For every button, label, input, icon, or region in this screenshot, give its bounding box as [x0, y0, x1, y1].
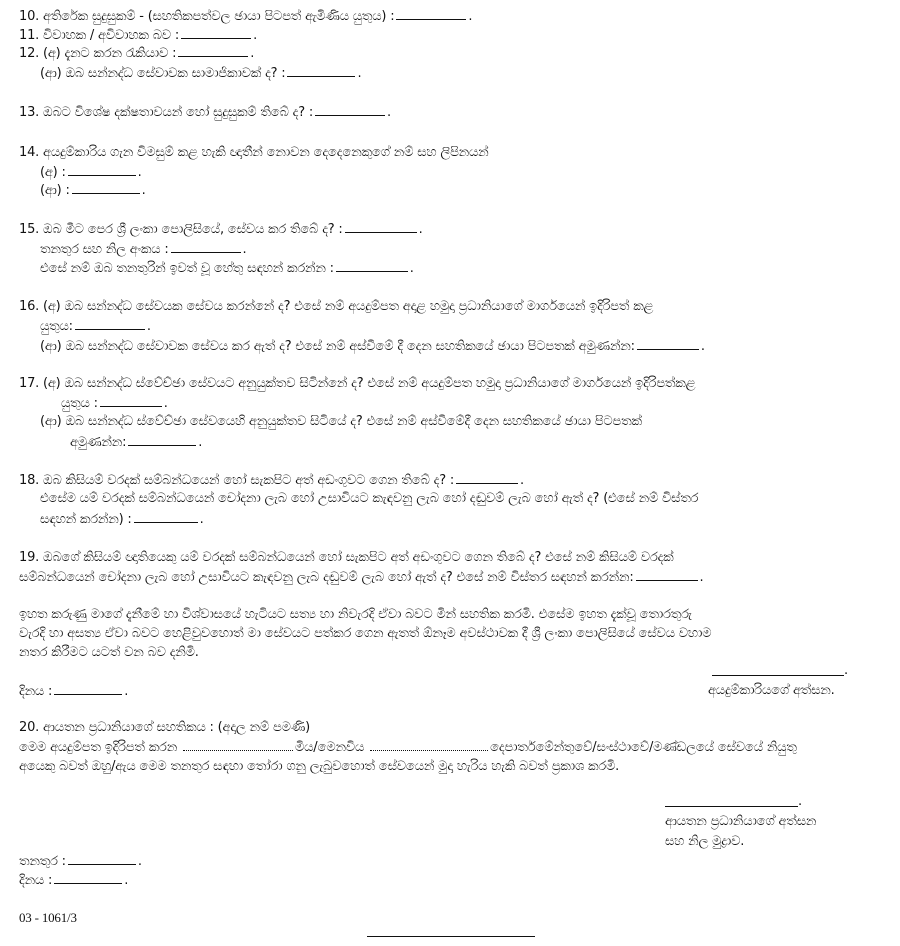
- question-11-text: 11. විවාහක / අවිවාහක බව :: [19, 28, 180, 43]
- question-10: 10. අතිරේක සුදුසුකම් - (සහතිකපත්වල ඡායා පිටපත් ඇමිණිය යුතුය) : .: [19, 9, 473, 24]
- declaration-date-label: දිනය :: [19, 684, 53, 699]
- certificate-line-1-c: දෙපාර්තමේන්තුවේ/සංස්ථාවේ/මණ්ඩලයේ සේවයේ නියුතු: [490, 740, 797, 755]
- q17b-blank[interactable]: [128, 434, 196, 446]
- declaration-date: දිනය : .: [19, 684, 129, 699]
- question-14b-text: (ආ) :: [40, 183, 70, 198]
- footer-code: 03 - 1061/3: [19, 910, 77, 925]
- applicant-signature-label: අයදුම්කාරියගේ අත්සන.: [708, 683, 835, 698]
- question-17b-cont: අමුණන්න: .: [70, 435, 203, 450]
- question-17a-cont-text: යුතුය :: [61, 396, 98, 411]
- certificate-title: 20. ආයතන ප්‍රධානියාගේ සහතිකය : (අදාල නම් පමණි): [19, 720, 310, 735]
- question-17b-cont-text: අමුණන්න:: [70, 435, 127, 450]
- question-19-cont-text: සම්බන්ධයෙන් චෝදනා ලැබ හෝ උසාවියට කැඳවනු ලැබ දඬුවම් ලැබ හෝ ඇත් ද? එසේ නම් විස්තර සඳහන් කරන්න:: [19, 570, 634, 585]
- question-16b: (ආ) ඔබ සන්නද්ධ සේවාවක සේවය කර ඇත් ද? එසේ නම් අස්වීමේ දී දෙන සහතිකයේ ඡායා පිටපතක් අමුණන්න: .: [40, 339, 705, 354]
- applicant-signature-line[interactable]: [712, 674, 844, 676]
- certificate-position-blank[interactable]: [68, 853, 136, 865]
- q18-blank[interactable]: [456, 472, 518, 484]
- question-15-rank-text: තනතුර සහ නිල අංකය :: [40, 242, 169, 257]
- q13-blank[interactable]: [315, 104, 385, 116]
- certificate-line-2: අයෙකු බවත් ඔහු/ඇය මෙම තනතුර සඳහා තෝරා ගනු ලැබුවහොත් සේවයෙන් මුදා හැරිය හැකි බවත් ප්‍රකාශ කරමි.: [19, 759, 620, 774]
- question-12b: (ආ) ඔබ සන්නද්ධ සේවාවක සාමාජිකාවක් ද? : .: [40, 66, 362, 81]
- head-signature-label: ආයතන ප්‍රධානියාගේ අත්සන: [665, 814, 817, 829]
- certificate-name-blank[interactable]: [183, 739, 293, 751]
- certificate-line-1: [19, 739, 797, 756]
- question-16a-cont: යුතුය: .: [40, 319, 151, 334]
- q12b-blank[interactable]: [287, 65, 355, 77]
- question-18: 18. ඔබ කිසියම් වරදක් සම්බන්ධයෙන් හෝ සැකපිට අත් අඩංගුවට ගෙන තිබේ ද? : .: [19, 473, 524, 488]
- declaration-line-2: වැරදි හා අසත්‍ය ඒවා බවට හෙළිවුවහොත් මා සේවයට පත්කර ගෙන ඇතත් ඕනෑම අවස්ථාවක දී ශ්‍රී ලංකා පොලිසියේ සේවය වහාම: [19, 626, 712, 641]
- certificate-date-blank[interactable]: [54, 872, 122, 884]
- footer-divider: [367, 935, 535, 937]
- question-16a-cont-text: යුතුය:: [40, 319, 73, 334]
- q19-blank[interactable]: [636, 569, 698, 581]
- question-14a-text: (අ) :: [40, 165, 66, 180]
- certificate-line-1-b: මිය/මෙනවිය: [295, 740, 365, 755]
- question-17a-text: 17. (අ) ඔබ සන්නද්ධ ස්වේච්ඡා සේවයට අනුයුක්තව සිටින්නේ ද? එසේ නම් අයදුම්පත හමුදා ප්‍රධානියාගේ මාර්ගයෙන් ඉදිරිපත්කළ: [19, 376, 696, 391]
- q15-rank-blank[interactable]: [171, 241, 241, 253]
- question-13: 13. ඔබට විශේෂ දක්ෂතාවයන් හෝ සුදුසුකම් තිබේ ද? : .: [19, 105, 391, 120]
- q10-blank[interactable]: [396, 8, 466, 20]
- question-10-text: 10. අතිරේක සුදුසුකම් - (සහතිකපත්වල ඡායා පිටපත් ඇමිණිය යුතුය) :: [19, 9, 395, 24]
- question-15-reason: එසේ නම් ඔබ තනතුරින් ඉවත් වූ හේතු සඳහන් කරන්න : .: [40, 261, 414, 276]
- q15-blank[interactable]: [345, 221, 417, 233]
- question-15: 15. ඔබ මීට පෙර ශ්‍රී ලංකා පොලිසියේ, සේවය කර තිබේ ද? : .: [19, 222, 423, 237]
- question-18-text: 18. ඔබ කිසියම් වරදක් සම්බන්ධයෙන් හෝ සැකපිට අත් අඩංගුවට ගෙන තිබේ ද? :: [19, 473, 455, 488]
- head-seal-label: සහ නිල මුද්‍රාව.: [665, 834, 745, 849]
- certificate-department-blank[interactable]: [370, 739, 488, 751]
- certificate-date: දිනය : .: [19, 873, 129, 888]
- q16a-blank[interactable]: [75, 318, 145, 330]
- question-17b: [40, 414, 642, 430]
- question-15-reason-text: එසේ නම් ඔබ තනතුරින් ඉවත් වූ හේතු සඳහන් කරන්න :: [40, 261, 334, 276]
- question-12b-text: (ආ) ඔබ සන්නද්ධ සේවාවක සාමාජිකාවක් ද? :: [40, 66, 286, 81]
- question-16a-text: 16. (අ) ඔබ සන්නද්ධ සේවයක සේවය කරන්නේ ද? එසේ නම් අයදුම්පත අදාළ හමුදා ප්‍රධානියාගේ මාර්ගයෙන් ඉදිරිපත් කළ: [19, 299, 654, 314]
- q14a-blank[interactable]: [68, 164, 136, 176]
- q16b-blank[interactable]: [637, 338, 699, 350]
- q14b-blank[interactable]: [72, 182, 140, 194]
- question-19-cont: සම්බන්ධයෙන් චෝදනා ලැබ හෝ උසාවියට කැඳවනු ලැබ දඬුවම් ලැබ හෝ ඇත් ද? එසේ නම් විස්තර සඳහන් කරන්න: .: [19, 570, 704, 585]
- question-16b-text: (ආ) ඔබ සන්නද්ධ සේවාවක සේවය කර ඇත් ද? එසේ නම් අස්වීමේ දී දෙන සහතිකයේ ඡායා පිටපතක් අමුණන්න:: [40, 339, 635, 354]
- question-14b: (ආ) : .: [40, 183, 146, 198]
- q18-details-blank[interactable]: [134, 511, 198, 523]
- question-14: [19, 145, 489, 161]
- certificate-date-label: දිනය :: [19, 873, 53, 888]
- question-17a: [19, 376, 695, 392]
- certificate-position: තනතුර : .: [19, 854, 142, 869]
- question-11: 11. විවාහක / අවිවාහක බව : .: [19, 28, 257, 43]
- question-12a-text: 12. (අ) දැනට කරන රැකියාව :: [19, 46, 177, 61]
- question-17b-text: (ආ) ඔබ සන්නද්ධ ස්වේච්ඡා සේවයෙහි අනුයුක්තව සිටියේ ද? එසේ නම් අස්වීමේදී දෙන සහතිකයේ ඡායා පිටපතක්: [40, 414, 642, 429]
- question-14a: (අ) : .: [40, 165, 142, 180]
- declaration-date-blank[interactable]: [54, 683, 122, 695]
- question-16a: [19, 299, 653, 315]
- question-12a: 12. (අ) දැනට කරන රැකියාව : .: [19, 46, 255, 61]
- declaration-line-3: නතර කිරීමට යටත් වන බව දනිමි.: [19, 645, 199, 660]
- question-19-text: 19. ඔබගේ කිසියම් ඥාතියෙකු යම් වරදක් සම්බන්ධයෙන් හෝ සැකපිට අත් අඩංගුවට ගෙන තිබේ ද? එසේ නම් කිසියම් වරදක්: [19, 550, 674, 565]
- question-13-text: 13. ඔබට විශේෂ දක්ෂතාවයන් හෝ සුදුසුකම් තිබේ ද? :: [19, 105, 314, 120]
- head-signature-line[interactable]: [665, 805, 798, 807]
- q17a-blank[interactable]: [100, 395, 162, 407]
- certificate-position-label: තනතුර :: [19, 854, 66, 869]
- question-15-rank: තනතුර සහ නිල අංකය : .: [40, 242, 247, 257]
- q15-reason-blank[interactable]: [336, 260, 408, 272]
- question-15-text: 15. ඔබ මීට පෙර ශ්‍රී ලංකා පොලිසියේ, සේවය කර තිබේ ද? :: [19, 222, 343, 237]
- question-17a-cont: යුතුය : .: [61, 396, 168, 411]
- question-18-details: සඳහන් කරන්න) : .: [40, 512, 204, 527]
- question-14-text: 14. අයදුම්කාරිය ගැන විමසුම් කළ හැකි ඥාතීන් නොවන දෙදෙනෙකුගේ නම් සහ ලිපිනයන්: [19, 145, 489, 160]
- q11-blank[interactable]: [181, 27, 251, 39]
- question-18-cont-text: එසේම යම් වරදක් සම්බන්ධයෙන් චෝදනා ලැබ හෝ උසාවියට කැඳවනු ලැබ හෝ දඬුවම් ලැබ හෝ ඇත් ද? (එසේ නම් විස්තර: [40, 491, 699, 506]
- q12a-blank[interactable]: [178, 45, 248, 57]
- question-18-cont: [40, 491, 698, 507]
- certificate-line-1-a: මෙම අයදුම්පත ඉදිරිපත් කරන: [19, 740, 178, 755]
- declaration-line-1: ඉහත කරුණු මාගේ දැනීමේ හා විශ්වාසයේ හැටියට සත්‍ය හා නිවැරදි ඒවා බවට මින් සහතික කරමි. එසේම ඉහත දැක්වූ තොරතුරු: [19, 607, 692, 622]
- question-19: [19, 550, 674, 566]
- question-18-details-text: සඳහන් කරන්න) :: [40, 512, 132, 527]
